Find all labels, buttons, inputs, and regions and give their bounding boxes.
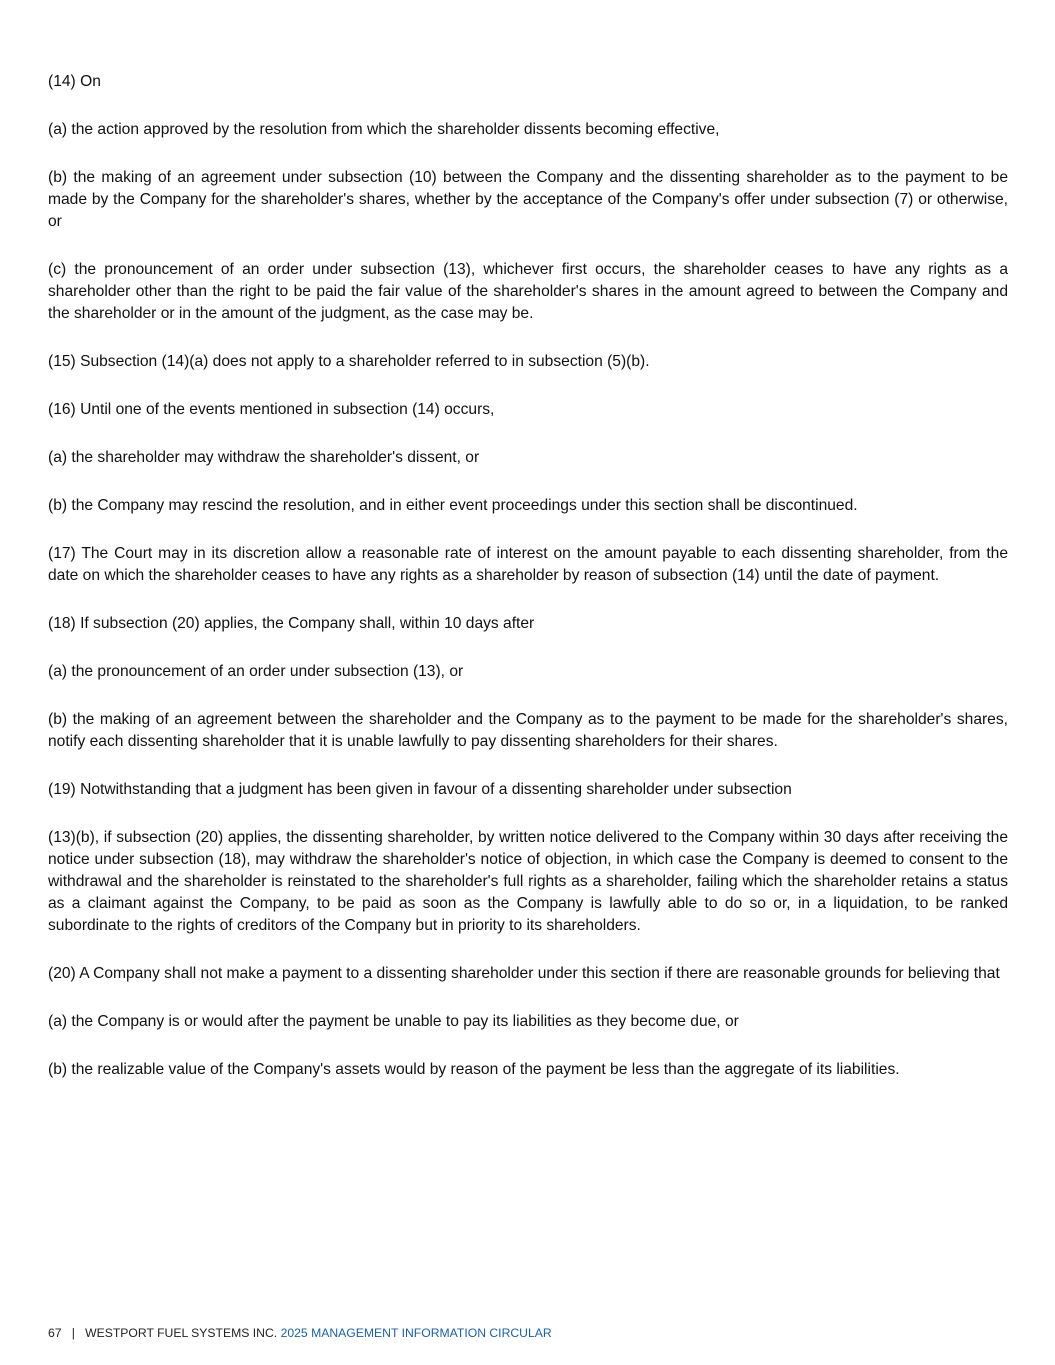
paragraph-18a: (a) the pronouncement of an order under subsection (13), or [48,663,464,680]
paragraph-20b: (b) the realizable value of the Company's assets would by reason of the payment be less than the aggregate of its liabilities. [48,1061,900,1078]
paragraph-16b: (b) the Company may rescind the resolution, and in either event proceedings under this section shall be discontinued. [48,497,858,514]
paragraph-17: (17) The Court may in its discretion allow a reasonable rate of interest on the amount payable to each dissenting shareholder, from the date on which the shareholder ceases to have any rights as a shareholder by reason of subsection (14) until the date of payment. [48,545,1008,584]
paragraph-14b: (b) the making of an agreement under subsection (10) between the Company and the dissenting shareholder as to the payment to be made by the Company for the shareholder's shares, whether by the acceptance of the Company's offer under subsection (7) or otherwise, or [48,169,1008,230]
paragraph-18b: (b) the making of an agreement between the shareholder and the Company as to the payment to be made for the shareholder's shares, notify each dissenting shareholder that it is unable lawfully to pay dissenting shareholders for their shares. [48,711,1008,750]
paragraph-19-continued: (13)(b), if subsection (20) applies, the dissenting shareholder, by written notice delivered to the Company within 30 days after receiving the notice under subsection (18), may withdraw the shareholder's notice of objection, in which case the Company is deemed to consent to the withdrawal and the shareholder is reinstated to the shareholder's full rights as a shareholder, failing which the shareholder retains a status as a claimant against the Company, to be paid as soon as the Company is lawfully able to do so or, in a liquidation, to be ranked subordinate to the rights of creditors of the Company but in priority to its shareholders. [48,829,1008,934]
paragraph-19: (19) Notwithstanding that a judgment has been given in favour of a dissenting shareholder under subsection [48,781,792,798]
footer-company: WESTPORT FUEL SYSTEMS INC. [85,1326,278,1340]
paragraph-14c: (c) the pronouncement of an order under subsection (13), whichever first occurs, the shareholder ceases to have any rights as a shareholder other than the right to be paid the fair value of the shareholder's shares in the amount agreed to between the Company and the shareholder or in the amount of the judgment, as the case may be. [48,261,1008,322]
footer-separator: | [71,1326,75,1340]
footer-document-title: 2025 MANAGEMENT INFORMATION CIRCULAR [280,1326,552,1340]
paragraph-20: (20) A Company shall not make a payment to a dissenting shareholder under this section if there are reasonable grounds for believing that [48,965,1000,982]
paragraph-14a: (a) the action approved by the resolution from which the shareholder dissents becoming effective, [48,121,720,138]
paragraph-14: (14) On [48,73,101,90]
paragraph-20a: (a) the Company is or would after the payment be unable to pay its liabilities as they become due, or [48,1013,739,1030]
paragraph-15: (15) Subsection (14)(a) does not apply to a shareholder referred to in subsection (5)(b). [48,353,650,370]
page-number: 67 [48,1326,62,1340]
page-footer [48,1325,552,1341]
document-body [48,71,1008,1107]
paragraph-16: (16) Until one of the events mentioned in subsection (14) occurs, [48,401,495,418]
paragraph-18: (18) If subsection (20) applies, the Company shall, within 10 days after [48,615,535,632]
paragraph-16a: (a) the shareholder may withdraw the shareholder's dissent, or [48,449,480,466]
